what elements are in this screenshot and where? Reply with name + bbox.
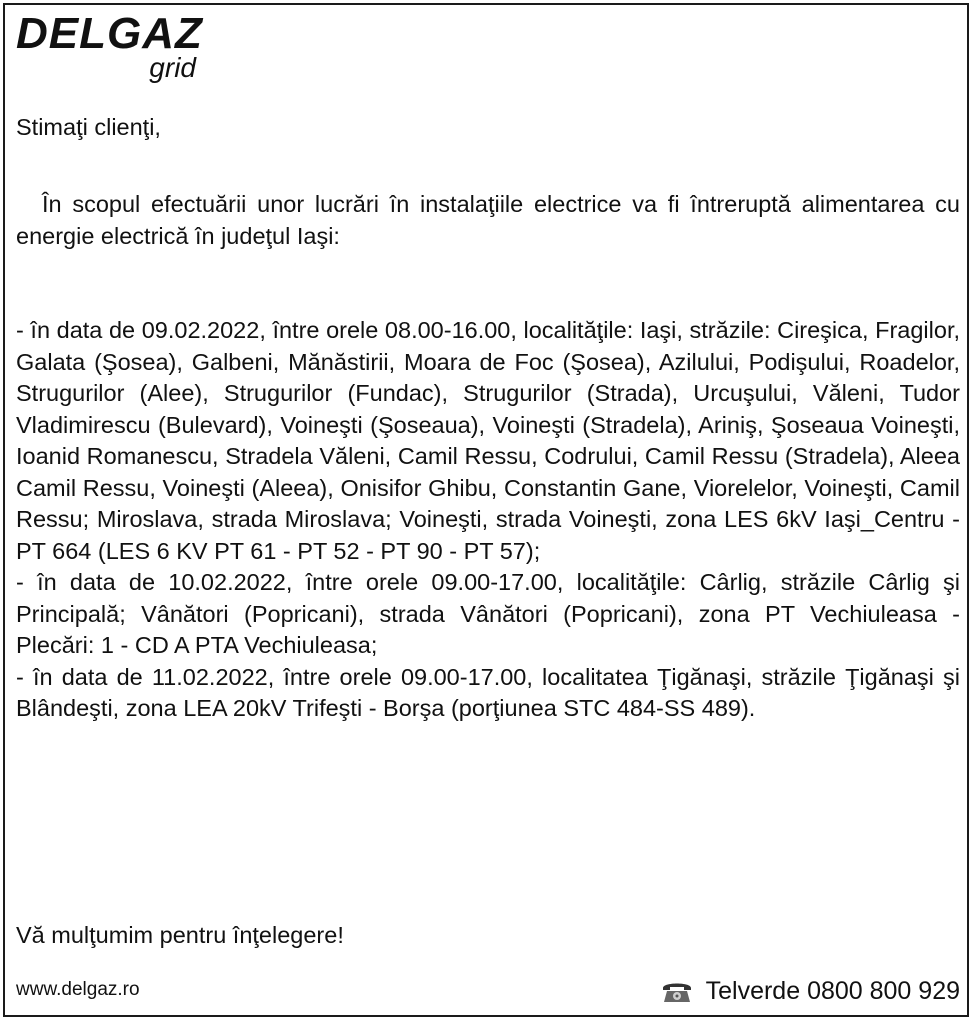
- phone-number[interactable]: Telverde 0800 800 929: [705, 977, 960, 1005]
- logo-sub: grid: [149, 52, 196, 83]
- telephone-icon: [660, 979, 694, 1005]
- delgaz-grid-logo: [16, 9, 206, 88]
- outage-item-2: - în data de 10.02.2022, între orele 09.00-17.00, localităţile: Cârlig, străzile Cârlig şi Principală; Vânători (Popricani), strada Vânători (Popricani), zona PT Vechiuleasa - Plecări: 1 - CD A PTA Vechiuleasa;: [16, 569, 960, 658]
- outage-list: [16, 315, 960, 725]
- phone-contact: [660, 977, 960, 1006]
- outage-item-3: - în data de 11.02.2022, între orele 09.00-17.00, localitatea Ţigănaşi, străzile Ţigănaşi şi Blândeşti, zona LEA 20kV Trifeşti - Borşa (porţiunea STC 484-SS 489).: [16, 663, 960, 721]
- logo-brand: DELGAZ: [16, 9, 203, 58]
- outage-item-1: - în data de 09.02.2022, între orele 08.00-16.00, localităţile: Iaşi, străzile: Cireşica, Fragilor, Galata (Şosea), Galbeni, Mănăstirii, Moara de Foc (Şosea), Azilului, Podişului, Roadelor, Strugurilor (Alee), Strugurilor (Fundac), Strugurilor (Strada), Urcuşului, Văleni, Tudor Vladimirescu (Bulevard), Voineşti (Şoseaua), Voineşti (Stradela), Ariniş, Şoseaua Voineşti, Ioanid Romanescu, Stradela Văleni, Camil Ressu, Codrului, Camil Ressu (Stradela), Aleea Camil Ressu, Voineşti (Aleea), Onisifor Ghibu, Constantin Gane, Viorelelor, Voineşti, Camil Ressu; Miroslava, strada Miroslava; Voineşti, strada Voineşti, zona LES 6kV Iaşi_Centru - PT 664 (LES 6 KV PT 61 - PT 52 - PT 90 - PT 57);: [16, 317, 960, 564]
- website-link[interactable]: www.delgaz.ro: [16, 979, 140, 1000]
- greeting: Stimaţi clienţi,: [16, 114, 161, 140]
- thanks-line: Vă mulţumim pentru înţelegere!: [16, 922, 344, 948]
- intro-paragraph: În scopul efectuării unor lucrări în instalaţiile electrice va fi întreruptă alimentarea cu energie electrică în judeţul Iaşi:: [16, 191, 960, 249]
